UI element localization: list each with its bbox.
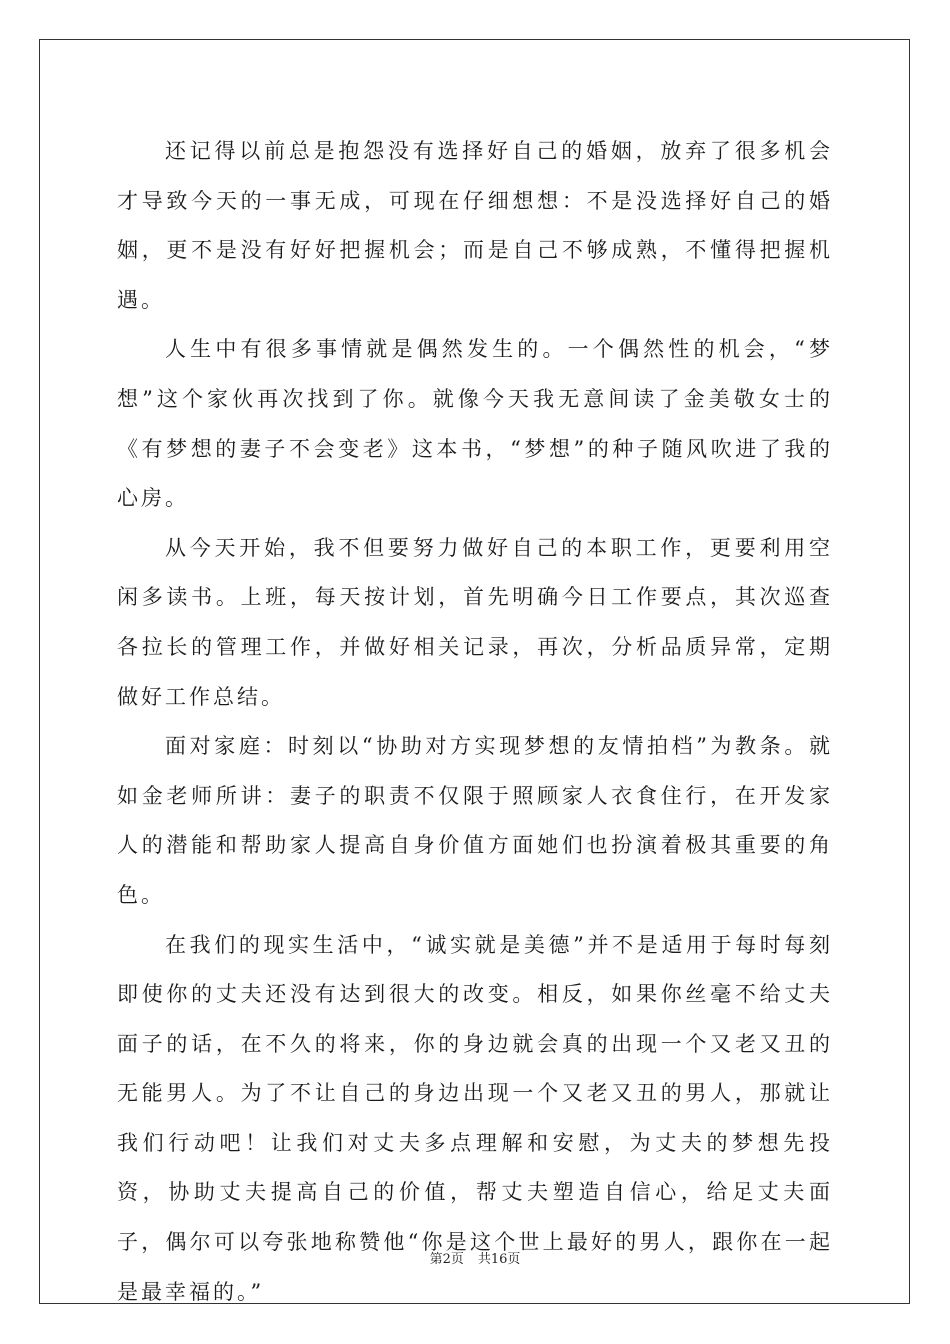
document-body xyxy=(117,127,833,1317)
page-total: 共16页 xyxy=(477,1252,521,1267)
page-number: 第2页 xyxy=(429,1252,464,1267)
paragraph: 还记得以前总是抱怨没有选择好自己的婚姻，放弃了很多机会才导致今天的一事无成，可现在仔细想想：不是没选择好自己的婚姻，更不是没有好好把握机会；而是自己不够成熟，不懂得把握机遇。 xyxy=(117,139,833,312)
paragraph: 人生中有很多事情就是偶然发生的。一个偶然性的机会，“梦想”这个家伙再次找到了你。就像今天我无意间读了金美敬女士的《有梦想的妻子不会变老》这本书，“梦想”的种子随风吹进了我的心房。 xyxy=(117,337,833,511)
paragraph: 在我们的现实生活中，“诚实就是美德”并不是适用于每时每刻即使你的丈夫还没有达到很大的改变。相反，如果你丝毫不给丈夫面子的话，在不久的将来，你的身边就会真的出现一个又老又丑的无能男人。为了不让自己的身边出现一个又老又丑的男人，那就让我们行动吧！让我们对丈夫多点理解和安慰，为丈夫的梦想先投资，协助丈夫提高自己的价值，帮丈夫塑造自信心，给足丈夫面子，偶尔可以夸张地称赞他“你是这个世上最好的男人，跟你在一起是最幸福的。” xyxy=(117,932,833,1304)
paragraph: 从今天开始，我不但要努力做好自己的本职工作，更要利用空闲多读书。上班，每天按计划，首先明确今日工作要点，其次巡查各拉长的管理工作，并做好相关记录，再次，分析品质异常，定期做好工作总结。 xyxy=(117,535,833,709)
paragraph: 面对家庭：时刻以“协助对方实现梦想的友情拍档”为教条。就如金老师所讲：妻子的职责不仅限于照顾家人衣食住行，在开发家人的潜能和帮助家人提高自身价值方面她们也扮演着极其重要的角色。 xyxy=(117,734,833,907)
page-footer xyxy=(0,1248,950,1267)
